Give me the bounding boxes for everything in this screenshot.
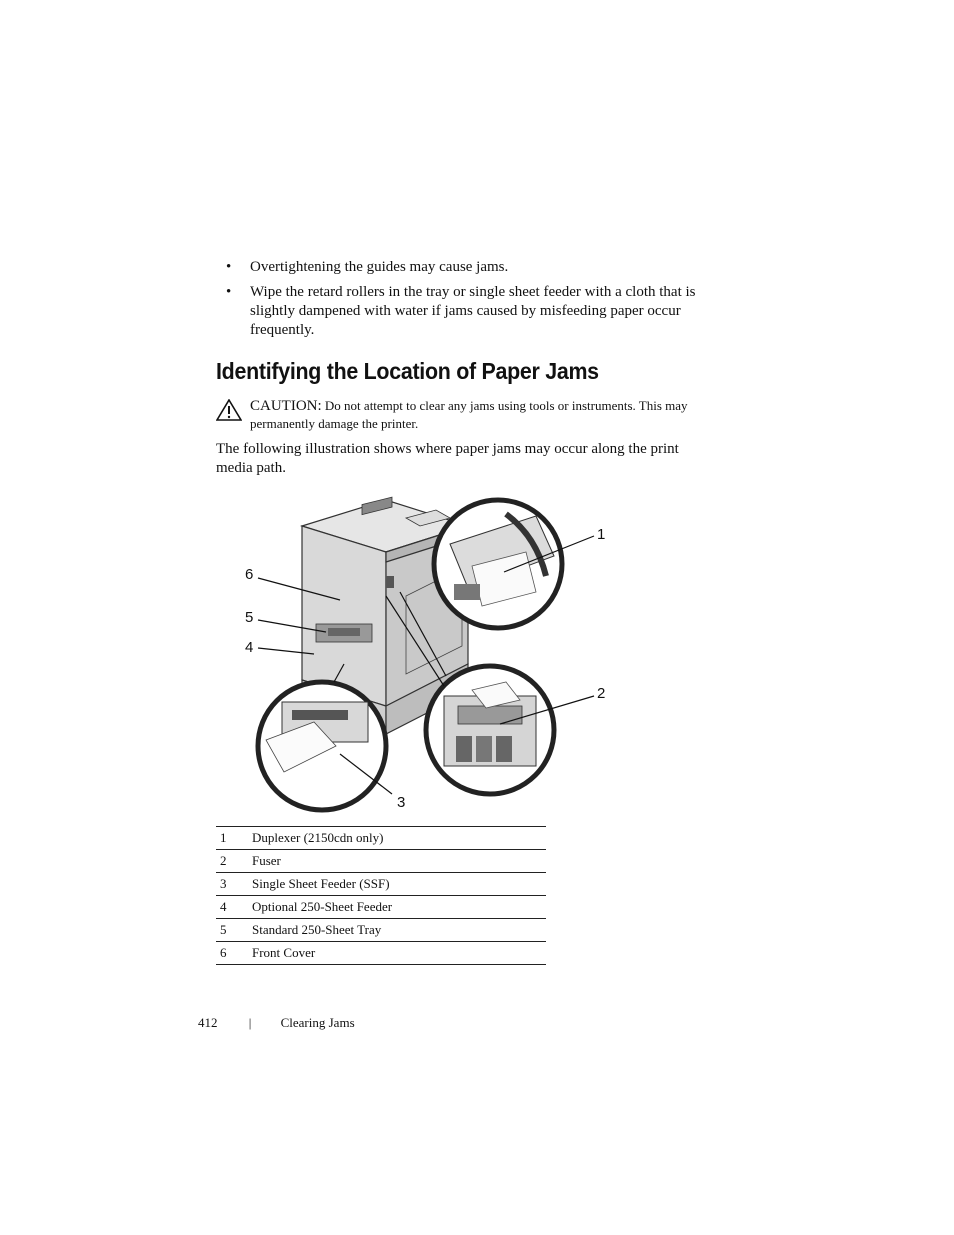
warning-triangle-icon <box>216 399 242 421</box>
callout-legend-table <box>216 826 546 965</box>
callout-1: 1 <box>597 526 606 543</box>
callout-4: 4 <box>245 639 254 656</box>
table-row <box>216 942 546 965</box>
legend-label: Duplexer (2150cdn only) <box>252 827 546 850</box>
printer-illustration <box>236 496 616 816</box>
footer-separator: | <box>248 1015 252 1030</box>
legend-number: 5 <box>216 919 252 942</box>
bullet-glyph: • <box>226 259 232 275</box>
callout-3: 3 <box>397 794 406 811</box>
callout-2: 2 <box>597 685 606 702</box>
legend-number: 4 <box>216 896 252 919</box>
section-heading: Identifying the Location of Paper Jams <box>216 358 599 384</box>
table-row <box>216 896 546 919</box>
table-row <box>216 919 546 942</box>
caution-text: Do not attempt to clear any jams using tools or instruments. This may permanently damage the printer. <box>250 398 688 431</box>
legend-label: Single Sheet Feeder (SSF) <box>252 873 546 896</box>
bullet-item <box>226 258 706 277</box>
bullet-item <box>226 283 706 340</box>
table-row <box>216 873 546 896</box>
legend-label: Fuser <box>252 850 546 873</box>
page-number: 412 <box>198 1015 218 1030</box>
table-row <box>216 827 546 850</box>
legend-label: Front Cover <box>252 942 546 965</box>
bullet-text: Wipe the retard rollers in the tray or single sheet feeder with a cloth that is slightly dampened with water if jams caused by misfeeding paper occur frequently. <box>250 284 696 338</box>
legend-number: 6 <box>216 942 252 965</box>
page-footer <box>198 1015 355 1031</box>
callout-6: 6 <box>245 566 254 583</box>
bullet-text: Overtightening the guides may cause jams. <box>250 259 509 275</box>
printer-drawing <box>236 496 616 816</box>
callout-5: 5 <box>245 609 254 626</box>
legend-number: 2 <box>216 850 252 873</box>
footer-section-title: Clearing Jams <box>280 1015 355 1030</box>
legend-number: 3 <box>216 873 252 896</box>
bullet-list <box>226 258 706 346</box>
legend-label: Standard 250-Sheet Tray <box>252 919 546 942</box>
intro-paragraph: The following illustration shows where paper jams may occur along the print media path. <box>216 441 679 476</box>
legend-label: Optional 250-Sheet Feeder <box>252 896 546 919</box>
table-row <box>216 850 546 873</box>
bullet-glyph: • <box>226 284 232 300</box>
legend-number: 1 <box>216 827 252 850</box>
caution-note <box>216 397 706 432</box>
caution-label: CAUTION: <box>250 398 322 414</box>
